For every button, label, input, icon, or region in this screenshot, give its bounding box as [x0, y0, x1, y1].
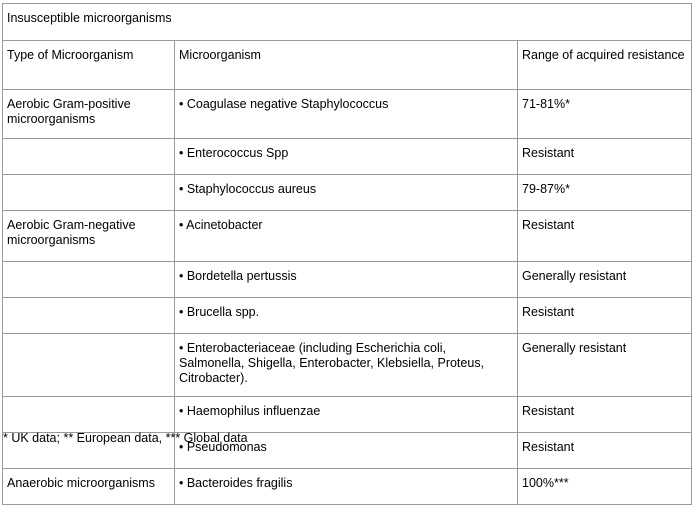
- header-resistance: Range of acquired resistance: [518, 41, 692, 90]
- cell-type: Aerobic Gram-negative microorganisms: [3, 211, 175, 262]
- table-row: [3, 397, 692, 433]
- cell-microorganism: • Pseudomonas: [175, 433, 518, 469]
- resistance-table: [2, 3, 692, 505]
- cell-type: [3, 175, 175, 211]
- cell-resistance: Generally resistant: [518, 262, 692, 298]
- table-row: [3, 211, 692, 262]
- table-row: [3, 469, 692, 505]
- footnote: * UK data; ** European data, *** Global data: [3, 431, 248, 445]
- cell-type: [3, 397, 175, 433]
- cell-type: Anaerobic microorganisms: [3, 469, 175, 505]
- cell-microorganism: • Enterococcus Spp: [175, 139, 518, 175]
- cell-resistance: 71-81%*: [518, 90, 692, 139]
- table-row: [3, 334, 692, 397]
- cell-microorganism: • Coagulase negative Staphylococcus: [175, 90, 518, 139]
- cell-resistance: Resistant: [518, 397, 692, 433]
- cell-resistance: Resistant: [518, 298, 692, 334]
- cell-microorganism: • Brucella spp.: [175, 298, 518, 334]
- cell-type: [3, 262, 175, 298]
- cell-microorganism: • Bacteroides fragilis: [175, 469, 518, 505]
- cell-type: [3, 298, 175, 334]
- table-row: [3, 175, 692, 211]
- cell-type: [3, 334, 175, 397]
- cell-microorganism: • Enterobacteriaceae (including Escherichia coli, Salmonella, Shigella, Enterobacter, Klebsiella, Proteus, Citrobacter).: [175, 334, 518, 397]
- cell-resistance: Resistant: [518, 433, 692, 469]
- cell-microorganism: • Haemophilus influenzae: [175, 397, 518, 433]
- table-row: [3, 139, 692, 175]
- cell-microorganism: • Acinetobacter: [175, 211, 518, 262]
- cell-resistance: 79-87%*: [518, 175, 692, 211]
- cell-type: [3, 139, 175, 175]
- table-caption: Insusceptible microorganisms: [3, 4, 692, 41]
- cell-resistance: Generally resistant: [518, 334, 692, 397]
- header-microorganism: Microorganism: [175, 41, 518, 90]
- table-row: [3, 262, 692, 298]
- table-row: [3, 90, 692, 139]
- cell-resistance: Resistant: [518, 139, 692, 175]
- header-type: Type of Microorganism: [3, 41, 175, 90]
- cell-microorganism: • Staphylococcus aureus: [175, 175, 518, 211]
- cell-resistance: Resistant: [518, 211, 692, 262]
- table-row: [3, 298, 692, 334]
- cell-type: Aerobic Gram-positive microorganisms: [3, 90, 175, 139]
- table-caption-row: [3, 4, 692, 41]
- cell-resistance: 100%***: [518, 469, 692, 505]
- table-header-row: [3, 41, 692, 90]
- cell-microorganism: • Bordetella pertussis: [175, 262, 518, 298]
